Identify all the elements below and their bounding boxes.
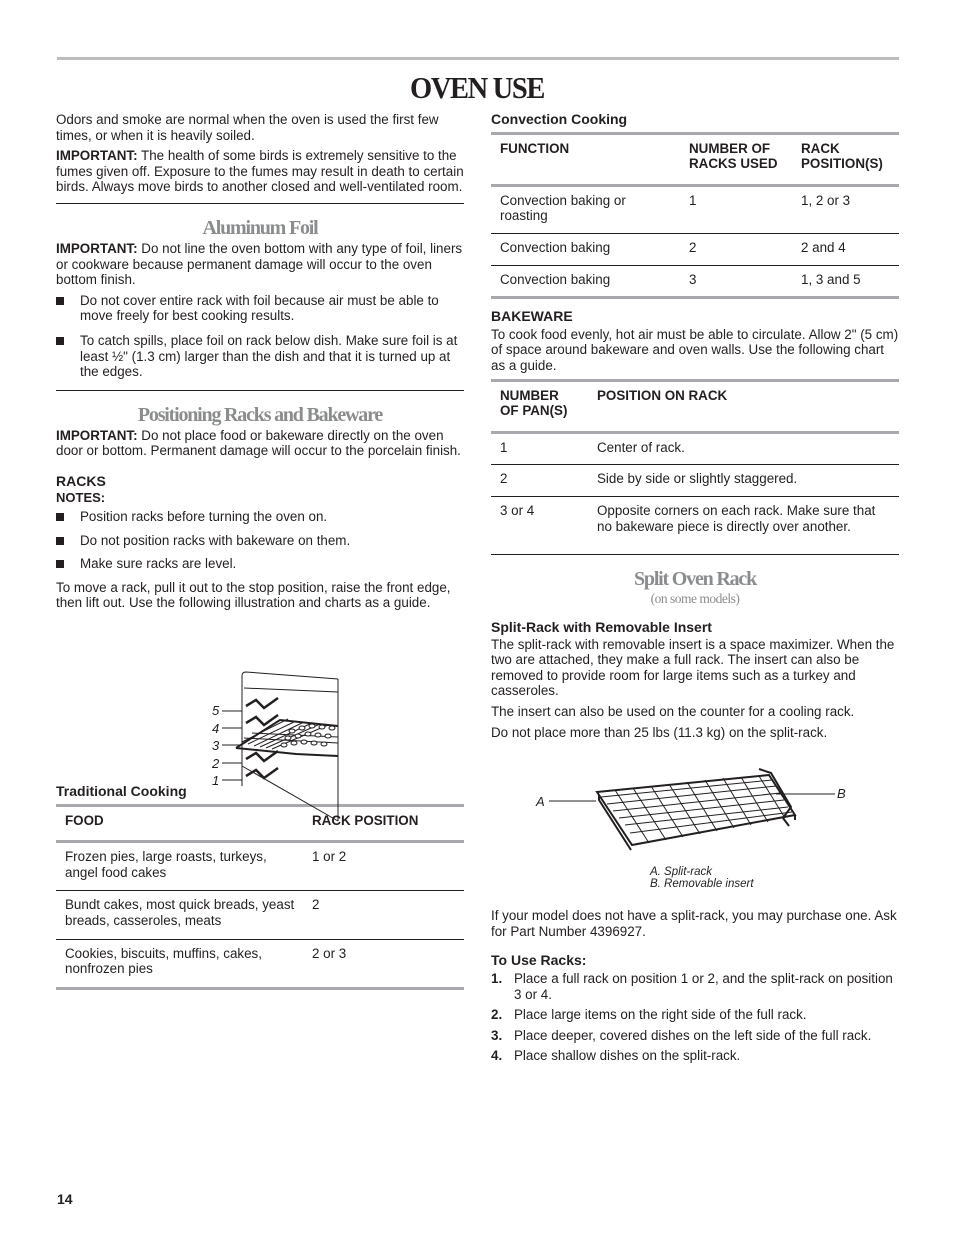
bakeware-text: To cook food evenly, hot air must be able to circulate. Allow 2" (5 cm) of space around bakeware and oven walls. Use the following chart as a guide. — [491, 326, 899, 373]
step-number: 2. — [491, 1007, 503, 1023]
table-cell: Cookies, biscuits, muffins, cakes, nonfrozen pies — [56, 939, 303, 988]
table-cell: 1, 3 and 5 — [792, 265, 899, 298]
step-text: Place deeper, covered dishes on the left side of the full rack. — [514, 1027, 872, 1043]
left-column — [56, 112, 464, 990]
split-rack-paragraph: The split-rack with removable insert is a space maximizer. When the two are attached, they make a full rack. The insert can also be removed to provide room for large items such as a turkey and casseroles. — [491, 636, 895, 699]
section-divider — [56, 390, 464, 391]
rack-number-4: 4 — [212, 721, 220, 737]
step-text: Place a full rack on position 1 or 2, and the split-rack on position 3 or 4. — [514, 971, 893, 1002]
list-item-text: Do not position racks with bakeware on them. — [80, 532, 351, 548]
list-item — [491, 1028, 899, 1044]
convection-cooking-title: Convection Cooking — [491, 111, 628, 127]
table-header-row — [491, 380, 899, 432]
page-title: OVEN USE — [410, 70, 544, 105]
table-header-row — [491, 133, 899, 185]
table-cell: 1, 2 or 3 — [792, 185, 899, 233]
table-cell: 2 and 4 — [792, 233, 899, 265]
list-item — [491, 971, 899, 1002]
step-text: Place shallow dishes on the split-rack. — [514, 1048, 741, 1064]
column-header: RACK POSITION(S) — [792, 133, 899, 185]
split-rack-drawing — [491, 745, 899, 885]
rack-number-5: 5 — [212, 703, 220, 719]
section-divider — [56, 203, 464, 204]
table-cell: 1 — [680, 185, 792, 233]
notes-list — [56, 509, 464, 572]
list-item — [56, 509, 464, 525]
important-label: IMPORTANT: — [56, 427, 138, 443]
foil-bullets — [56, 293, 464, 380]
rack-number-1: 1 — [212, 773, 220, 789]
page-number: 14 — [57, 1191, 73, 1207]
table-cell: 2 — [680, 233, 792, 265]
column-header: NUMBER OF RACKS USED — [680, 133, 792, 185]
table-cell: 2 — [491, 465, 588, 497]
weight-limit-paragraph: Do not place more than 25 lbs (11.3 kg) on the split-rack. — [491, 724, 828, 740]
list-item-text: Position racks before turning the oven on. — [80, 509, 328, 525]
table-cell: Center of rack. — [588, 432, 899, 465]
table-cell: 3 or 4 — [491, 496, 588, 554]
split-oven-rack-subheading: (on some models) — [650, 591, 740, 607]
list-item — [56, 293, 464, 324]
intro-paragraph: Odors and smoke are normal when the oven is used the first few times, or when it is heavily soiled. — [56, 112, 439, 143]
label-b: B — [837, 786, 846, 802]
to-use-racks-title: To Use Racks: — [491, 952, 587, 969]
table-cell: Side by side or slightly staggered. — [588, 465, 899, 497]
list-item — [56, 533, 464, 549]
positioning-important — [56, 428, 464, 459]
square-bullet-icon — [56, 513, 64, 521]
important-label: IMPORTANT: — [56, 148, 138, 164]
move-rack-text: To move a rack, pull it out to the stop position, raise the front edge, then lift out. Use the following illustration and charts as a guide. — [56, 579, 451, 611]
birds-warning — [56, 148, 464, 195]
positioning-heading: Positioning Racks and Bakeware — [137, 403, 383, 426]
table-cell: Frozen pies, large roasts, turkeys, angel food cakes — [56, 842, 303, 891]
rack-number-2: 2 — [212, 756, 220, 772]
table-row — [491, 233, 899, 265]
table-header-row — [56, 805, 464, 842]
table-cell: 2 — [303, 891, 464, 939]
table-row — [56, 842, 464, 891]
to-use-racks-steps — [491, 971, 899, 1064]
table-cell: 3 — [680, 265, 792, 298]
important-label: IMPORTANT: — [56, 240, 138, 256]
traditional-cooking-table — [56, 804, 464, 990]
table-cell: 2 or 3 — [303, 939, 464, 988]
table-cell: Opposite corners on each rack. Make sure that no bakeware piece is directly over another. — [588, 496, 899, 554]
column-header: FOOD — [56, 805, 303, 842]
rack-number-3: 3 — [212, 738, 220, 754]
column-header: POSITION ON RACK — [588, 380, 899, 432]
column-header: RACK POSITION — [303, 805, 464, 842]
purchase-paragraph: If your model does not have a split-rack, you may purchase one. Ask for Part Number 4396927. — [491, 908, 897, 939]
racks-heading: RACKS — [56, 472, 106, 489]
step-number: 4. — [491, 1048, 503, 1064]
square-bullet-icon — [56, 537, 64, 545]
table-cell: Convection baking — [491, 233, 680, 265]
list-item-text: Make sure racks are level. — [80, 556, 237, 572]
split-oven-rack-heading: Split Oven Rack — [633, 568, 757, 591]
bakeware-heading: BAKEWARE — [491, 308, 573, 325]
caption-removable-insert: B. Removable insert — [650, 878, 754, 891]
aluminum-foil-heading: Aluminum Foil — [202, 216, 318, 239]
table-row — [491, 432, 899, 465]
foil-important-text: Do not line the oven bottom with any type of foil, liners or cookware because permanent damage will occur to the oven bottom finish. — [56, 240, 463, 288]
foil-important — [56, 241, 464, 288]
step-text: Place large items on the right side of the full rack. — [514, 1007, 807, 1023]
traditional-cooking-title: Traditional Cooking — [56, 783, 187, 800]
top-rule — [57, 57, 899, 60]
square-bullet-icon — [56, 560, 64, 568]
notes-label: NOTES: — [56, 489, 106, 505]
cooling-rack-paragraph: The insert can also be used on the counter for a cooling rack. — [491, 704, 855, 720]
bakeware-table — [491, 379, 899, 556]
table-row — [491, 265, 899, 298]
label-a: A — [536, 794, 545, 810]
table-cell: Convection baking or roasting — [491, 185, 680, 233]
table-cell: Convection baking — [491, 265, 680, 298]
table-row — [491, 185, 899, 233]
list-item-text: Do not cover entire rack with foil because air must be able to move freely for best cooking results. — [80, 292, 439, 324]
list-item — [56, 556, 464, 572]
square-bullet-icon — [56, 297, 64, 305]
table-row — [491, 465, 899, 497]
convection-cooking-table — [491, 132, 899, 300]
birds-warning-text: The health of some birds is extremely sensitive to the fumes given off. Exposure to the fumes may result in death to certain birds. Always move birds to another closed and well-ventilated room. — [56, 148, 464, 195]
positioning-important-text: Do not place food or bakeware directly on the oven door or bottom. Permanent damage will occur to the porcelain finish. — [56, 427, 461, 459]
list-item — [56, 333, 464, 380]
step-number: 1. — [491, 971, 503, 987]
square-bullet-icon — [56, 337, 64, 345]
split-rack-subtitle: Split-Rack with Removable Insert — [491, 619, 712, 636]
right-column — [491, 112, 899, 1069]
rack-positions-illustration — [56, 616, 464, 789]
table-row — [491, 496, 899, 554]
table-cell: 1 or 2 — [303, 842, 464, 891]
table-row — [56, 891, 464, 939]
table-cell: Bundt cakes, most quick breads, yeast breads, casseroles, meats — [56, 891, 303, 939]
column-header: FUNCTION — [491, 133, 680, 185]
list-item — [491, 1007, 899, 1023]
list-item — [491, 1048, 899, 1064]
column-header: NUMBER OF PAN(S) — [491, 380, 588, 432]
oven-cavity-drawing — [56, 616, 464, 776]
caption-split-rack: A. Split-rack — [650, 866, 712, 879]
step-number: 3. — [491, 1027, 503, 1043]
table-row — [56, 939, 464, 988]
split-rack-illustration — [491, 745, 899, 891]
list-item-text: To catch spills, place foil on rack below dish. Make sure foil is at least ½" (1.3 cm) larger than the dish and that it is turned up at the edges. — [80, 332, 458, 380]
table-cell: 1 — [491, 432, 588, 465]
